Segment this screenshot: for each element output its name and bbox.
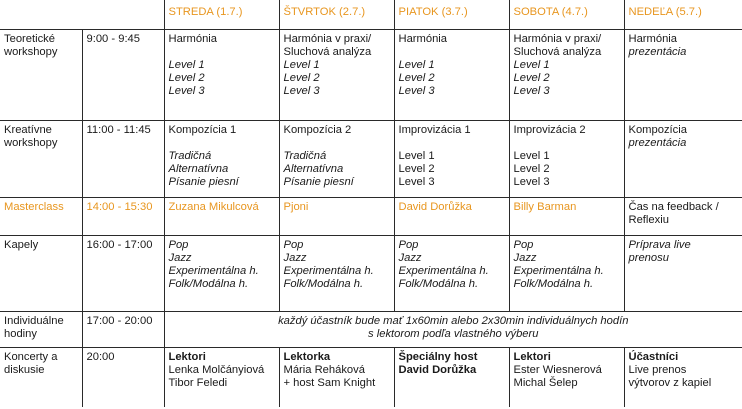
row-label-teoreticke: Teoretické workshopy — [0, 29, 82, 120]
row-kreativne — [0, 120, 742, 197]
cell-masterclass-streda: Zuzana Mikulcová — [164, 197, 279, 235]
day-header-stvrtok: ŠTVRTOK (2.7.) — [279, 0, 394, 29]
cell-kapely-sobota: Pop Jazz Experimentálna h. Folk/Modálna h. — [509, 235, 624, 311]
time-individualne: 17:00 - 20:00 — [82, 311, 164, 347]
time-kapely: 16:00 - 17:00 — [82, 235, 164, 311]
row-label-koncerty: Koncerty a diskusie — [0, 347, 82, 407]
cell-individualne-note: každý účastník bude mať 1x60min alebo 2x30min individuálnych hodín s lektorom podľa vlastného výberu — [164, 311, 742, 347]
time-masterclass: 14:00 - 15:30 — [82, 197, 164, 235]
day-header-nedela: NEDEĽA (5.7.) — [624, 0, 742, 29]
cell-koncerty-stvrtok: Lektorka Mária Reháková + host Sam Knight — [279, 347, 394, 407]
row-koncerty — [0, 347, 742, 407]
row-label-individualne: Individuálne hodiny — [0, 311, 82, 347]
cell-kapely-nedela: Príprava live prenosu — [624, 235, 742, 311]
cell-kreativne-piatok: Improvizácia 1 Level 1 Level 2 Level 3 — [394, 120, 509, 197]
cell-teoreticke-sobota: Harmónia v praxi/ Sluchová analýza Level 1 Level 2 Level 3 — [509, 29, 624, 120]
cell-masterclass-nedela: Čas na feedback / Reflexiu — [624, 197, 742, 235]
cell-koncerty-streda: Lektori Lenka Molčányiová Tibor Feledi — [164, 347, 279, 407]
day-header-piatok: PIATOK (3.7.) — [394, 0, 509, 29]
time-kreativne: 11:00 - 11:45 — [82, 120, 164, 197]
row-individualne — [0, 311, 742, 347]
cell-teoreticke-stvrtok: Harmónia v praxi/ Sluchová analýza Level 1 Level 2 Level 3 — [279, 29, 394, 120]
cell-kreativne-stvrtok: Kompozícia 2 Tradičná Alternatívna Písanie piesní — [279, 120, 394, 197]
cell-kreativne-nedela: Kompozícia prezentácia — [624, 120, 742, 197]
cell-kapely-streda: Pop Jazz Experimentálna h. Folk/Modálna h. — [164, 235, 279, 311]
row-teoreticke — [0, 29, 742, 120]
cell-kapely-stvrtok: Pop Jazz Experimentálna h. Folk/Modálna h. — [279, 235, 394, 311]
cell-kapely-piatok: Pop Jazz Experimentálna h. Folk/Modálna h. — [394, 235, 509, 311]
day-header-streda: STREDA (1.7.) — [164, 0, 279, 29]
day-header-sobota: SOBOTA (4.7.) — [509, 0, 624, 29]
time-teoreticke: 9:00 - 9:45 — [82, 29, 164, 120]
row-label-kapely: Kapely — [0, 235, 82, 311]
cell-teoreticke-streda: Harmónia Level 1 Level 2 Level 3 — [164, 29, 279, 120]
cell-masterclass-sobota: Billy Barman — [509, 197, 624, 235]
row-masterclass — [0, 197, 742, 235]
cell-koncerty-nedela: Účastníci Live prenos výtvorov z kapiel — [624, 347, 742, 407]
header-row — [0, 0, 742, 29]
cell-teoreticke-nedela: Harmónia prezentácia — [624, 29, 742, 120]
row-label-masterclass: Masterclass — [0, 197, 82, 235]
header-corner — [0, 0, 164, 29]
cell-masterclass-stvrtok: Pjoni — [279, 197, 394, 235]
time-koncerty: 20:00 — [82, 347, 164, 407]
row-kapely — [0, 235, 742, 311]
cell-koncerty-sobota: Lektori Ester Wiesnerová Michal Šelep — [509, 347, 624, 407]
cell-teoreticke-piatok: Harmónia Level 1 Level 2 Level 3 — [394, 29, 509, 120]
cell-kreativne-sobota: Improvizácia 2 Level 1 Level 2 Level 3 — [509, 120, 624, 197]
cell-kreativne-streda: Kompozícia 1 Tradičná Alternatívna Písanie piesní — [164, 120, 279, 197]
cell-masterclass-piatok: David Dorůžka — [394, 197, 509, 235]
row-label-kreativne: Kreatívne workshopy — [0, 120, 82, 197]
cell-koncerty-piatok: Špeciálny host David Dorůžka — [394, 347, 509, 407]
